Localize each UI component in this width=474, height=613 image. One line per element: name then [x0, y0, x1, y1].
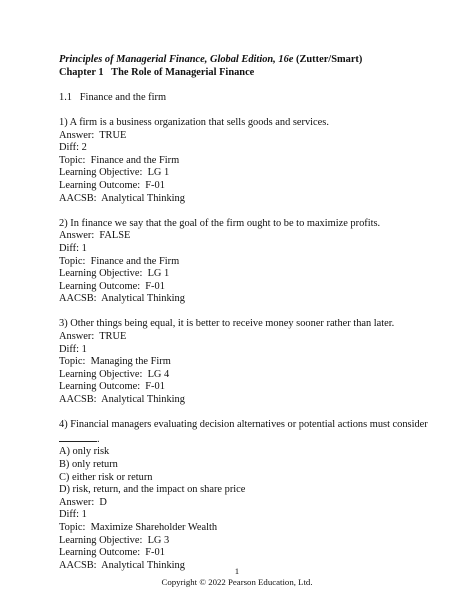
question-learning-objective: Learning Objective: LG 3: [59, 534, 170, 546]
question-aacsb: AACSB: Analytical Thinking: [59, 559, 185, 571]
question-aacsb: AACSB: Analytical Thinking: [59, 293, 185, 305]
spacer: [59, 306, 439, 319]
question-answer: Answer: TRUE: [59, 331, 127, 343]
page-number: 1: [234, 566, 240, 576]
question-stem: 1) A firm is a business organization that sells goods and services.: [59, 116, 329, 128]
question-topic: Topic: Finance and the Firm: [59, 255, 180, 267]
question-2: [59, 218, 439, 306]
question-3: [59, 318, 439, 406]
question-topic: Topic: Finance and the Firm: [59, 154, 180, 166]
question-topic: Topic: Maximize Shareholder Wealth: [59, 521, 218, 533]
question-difficulty: Diff: 2: [59, 142, 87, 154]
book-title: [59, 54, 439, 67]
question-stem: 3) Other things being equal, it is better to receive money sooner rather than later.: [59, 318, 395, 330]
book-title-authors: (Zutter/Smart): [293, 54, 363, 65]
option-c: C) either risk or return: [59, 471, 153, 483]
copyright-notice: Copyright © 2022 Pearson Education, Ltd.: [161, 577, 313, 587]
question-topic: Topic: Managing the Firm: [59, 356, 171, 368]
chapter-title: Chapter 1 The Role of Managerial Finance: [59, 66, 255, 78]
question-stem: 4) Financial managers evaluating decision alternatives or potential actions must consider: [59, 419, 428, 431]
question-answer: Answer: D: [59, 496, 107, 508]
question-4: [59, 419, 439, 572]
question-learning-outcome: Learning Outcome: F-01: [59, 547, 165, 559]
book-title-italic: Principles of Managerial Finance, Global Edition, 16e: [59, 54, 294, 65]
question-stem-blank-line: [59, 432, 439, 447]
question-answer: Answer: FALSE: [59, 230, 131, 242]
question-learning-outcome: Learning Outcome: F-01: [59, 381, 165, 393]
spacer: [59, 205, 439, 218]
question-stem-tail: .: [97, 433, 100, 445]
page-content: [59, 54, 439, 572]
question-learning-objective: Learning Objective: LG 1: [59, 268, 170, 280]
question-difficulty: Diff: 1: [59, 343, 87, 355]
spacer: [59, 407, 439, 420]
spacer: [59, 104, 439, 117]
question-learning-objective: Learning Objective: LG 1: [59, 167, 170, 179]
question-learning-objective: Learning Objective: LG 4: [59, 368, 170, 380]
answer-blank: [59, 432, 97, 442]
option-a: A) only risk: [59, 446, 110, 458]
question-answer: Answer: TRUE: [59, 129, 127, 141]
question-aacsb: AACSB: Analytical Thinking: [59, 192, 185, 204]
option-b: B) only return: [59, 459, 118, 470]
question-1: [59, 117, 439, 205]
question-difficulty: Diff: 1: [59, 242, 87, 254]
section-heading: 1.1 Finance and the firm: [59, 91, 167, 103]
question-difficulty: Diff: 1: [59, 509, 87, 521]
question-learning-outcome: Learning Outcome: F-01: [59, 179, 165, 191]
question-aacsb: AACSB: Analytical Thinking: [59, 394, 185, 406]
option-d: D) risk, return, and the impact on share price: [59, 484, 246, 496]
spacer: [59, 79, 439, 92]
question-learning-outcome: Learning Outcome: F-01: [59, 280, 165, 292]
question-stem: 2) In finance we say that the goal of the firm ought to be to maximize profits.: [59, 217, 381, 229]
